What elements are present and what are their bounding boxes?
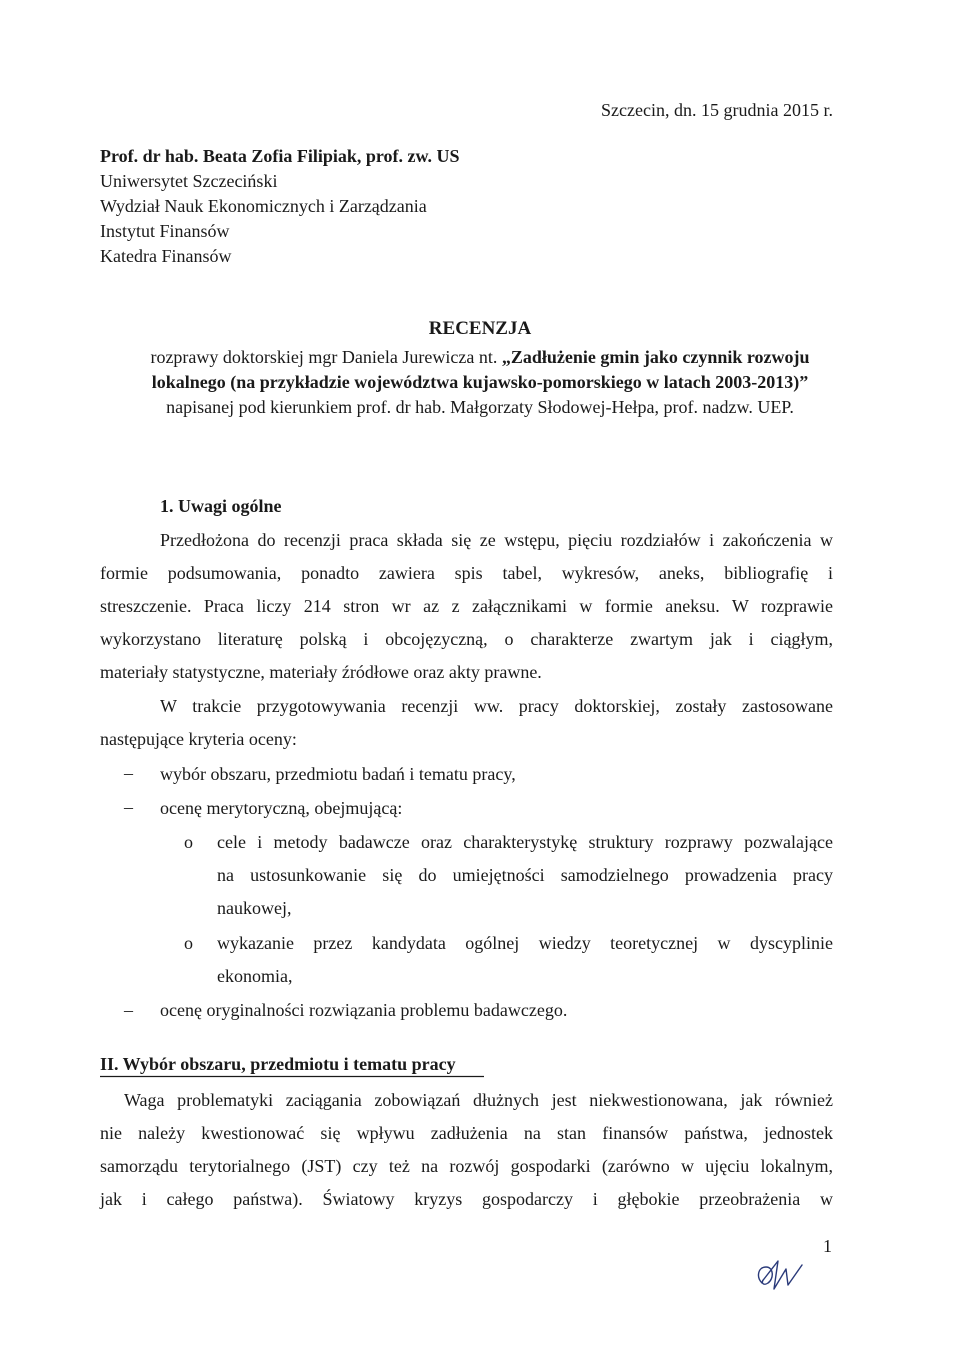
section-1-heading: 1. Uwagi ogólne (160, 496, 282, 516)
review-thesis-title-part-2: lokalnego (na przykładzie województwa kujawsko-pomorskiego w latach 2003-2013)” (151, 372, 809, 392)
review-heading: RECENZJA (428, 318, 532, 339)
paragraph-line: wykazanie przez kandydata ogólnej wiedzy teoretycznej w dyscyplinie (217, 933, 833, 953)
author-institute: Instytut Finansów (100, 221, 230, 241)
section-1-paragraph-2 (100, 690, 833, 756)
paragraph-line: materiały statystyczne, materiały źródłowe oraz akty prawne. (100, 662, 542, 682)
paragraph-line: W trakcie przygotowywania recenzji ww. pracy doktorskiej, zostały zastosowane (160, 696, 833, 716)
criteria-subitem-2 (217, 927, 833, 993)
author-faculty: Wydział Nauk Ekonomicznych i Zarządzania (100, 196, 427, 216)
section-2-heading: II. Wybór obszaru, przedmiotu i tematu pracy (100, 1054, 456, 1074)
page-number: 1 (823, 1236, 832, 1256)
author-name: Prof. dr hab. Beata Zofia Filipiak, prof. zw. US (100, 146, 460, 166)
review-line-1-plain: rozprawy doktorskiej mgr Daniela Jurewicza nt. (150, 347, 502, 367)
paragraph-line: następujące kryteria oceny: (100, 729, 297, 749)
section-2-heading-underline (100, 1075, 484, 1078)
review-line-1 (80, 345, 880, 370)
criteria-subitem-1 (217, 826, 833, 925)
author-department: Katedra Finansów (100, 246, 232, 266)
paragraph-line: wykorzystano literaturę polską i obcojęzyczną, o charakterze zwartym jak i ciągłym, (100, 629, 833, 649)
list-circle-marker: o (184, 832, 193, 852)
criteria-item-2: ocenę merytoryczną, obejmującą: (160, 798, 403, 818)
review-supervisor-line: napisanej pod kierunkiem prof. dr hab. Małgorzaty Słodowej-Hełpa, prof. nadzw. UEP. (166, 397, 794, 417)
paragraph-line: na ustosunkowanie się do umiejętności samodzielnego prowadzenia pracy (217, 865, 833, 885)
criteria-item-3: ocenę oryginalności rozwiązania problemu badawczego. (160, 1000, 568, 1020)
list-dash-marker: – (124, 1000, 133, 1020)
paragraph-line: nie należy kwestionować się wpływu zadłużenia na stan finansów państwa, jednostek (100, 1123, 833, 1143)
review-thesis-title-part-1: „Zadłużenie gmin jako czynnik rozwoju (501, 347, 810, 367)
paragraph-line: Przedłożona do recenzji praca składa się ze wstępu, pięciu rozdziałów i zakończenia w (160, 530, 833, 550)
paragraph-line: formie podsumowania, ponadto zawiera spis tabel, wykresów, aneks, bibliografię i (100, 563, 833, 583)
section-1-paragraph-1 (100, 524, 833, 689)
list-circle-marker: o (184, 933, 193, 953)
section-2-paragraph-1 (100, 1084, 833, 1216)
paragraph-line: samorządu terytorialnego (JST) czy też na rozwój gospodarki (zarówno w ujęciu lokalnym, (100, 1156, 833, 1176)
paragraph-line: streszczenie. Praca liczy 214 stron wr az z załącznikami w formie aneksu. W rozprawie (100, 596, 833, 616)
paragraph-line: Waga problematyki zaciągania zobowiązań dłużnych jest niekwestionowana, jak również (124, 1090, 833, 1110)
author-university: Uniwersytet Szczeciński (100, 171, 278, 191)
review-title-block (80, 316, 880, 420)
document-date: Szczecin, dn. 15 grudnia 2015 r. (601, 100, 833, 120)
handwritten-signature (752, 1255, 812, 1295)
criteria-item-1: wybór obszaru, przedmiotu badań i tematu pracy, (160, 764, 516, 784)
paragraph-line: naukowej, (217, 898, 292, 918)
author-block (100, 144, 460, 269)
paragraph-line: cele i metody badawcze oraz charakterystykę struktury rozprawy pozwalające (217, 832, 833, 852)
list-dash-marker: – (124, 763, 133, 783)
list-dash-marker: – (124, 797, 133, 817)
paragraph-line: ekonomia, (217, 966, 293, 986)
paragraph-line: jak i całego państwa). Światowy kryzys gospodarczy i głębokie przeobrażenia w (100, 1189, 833, 1209)
